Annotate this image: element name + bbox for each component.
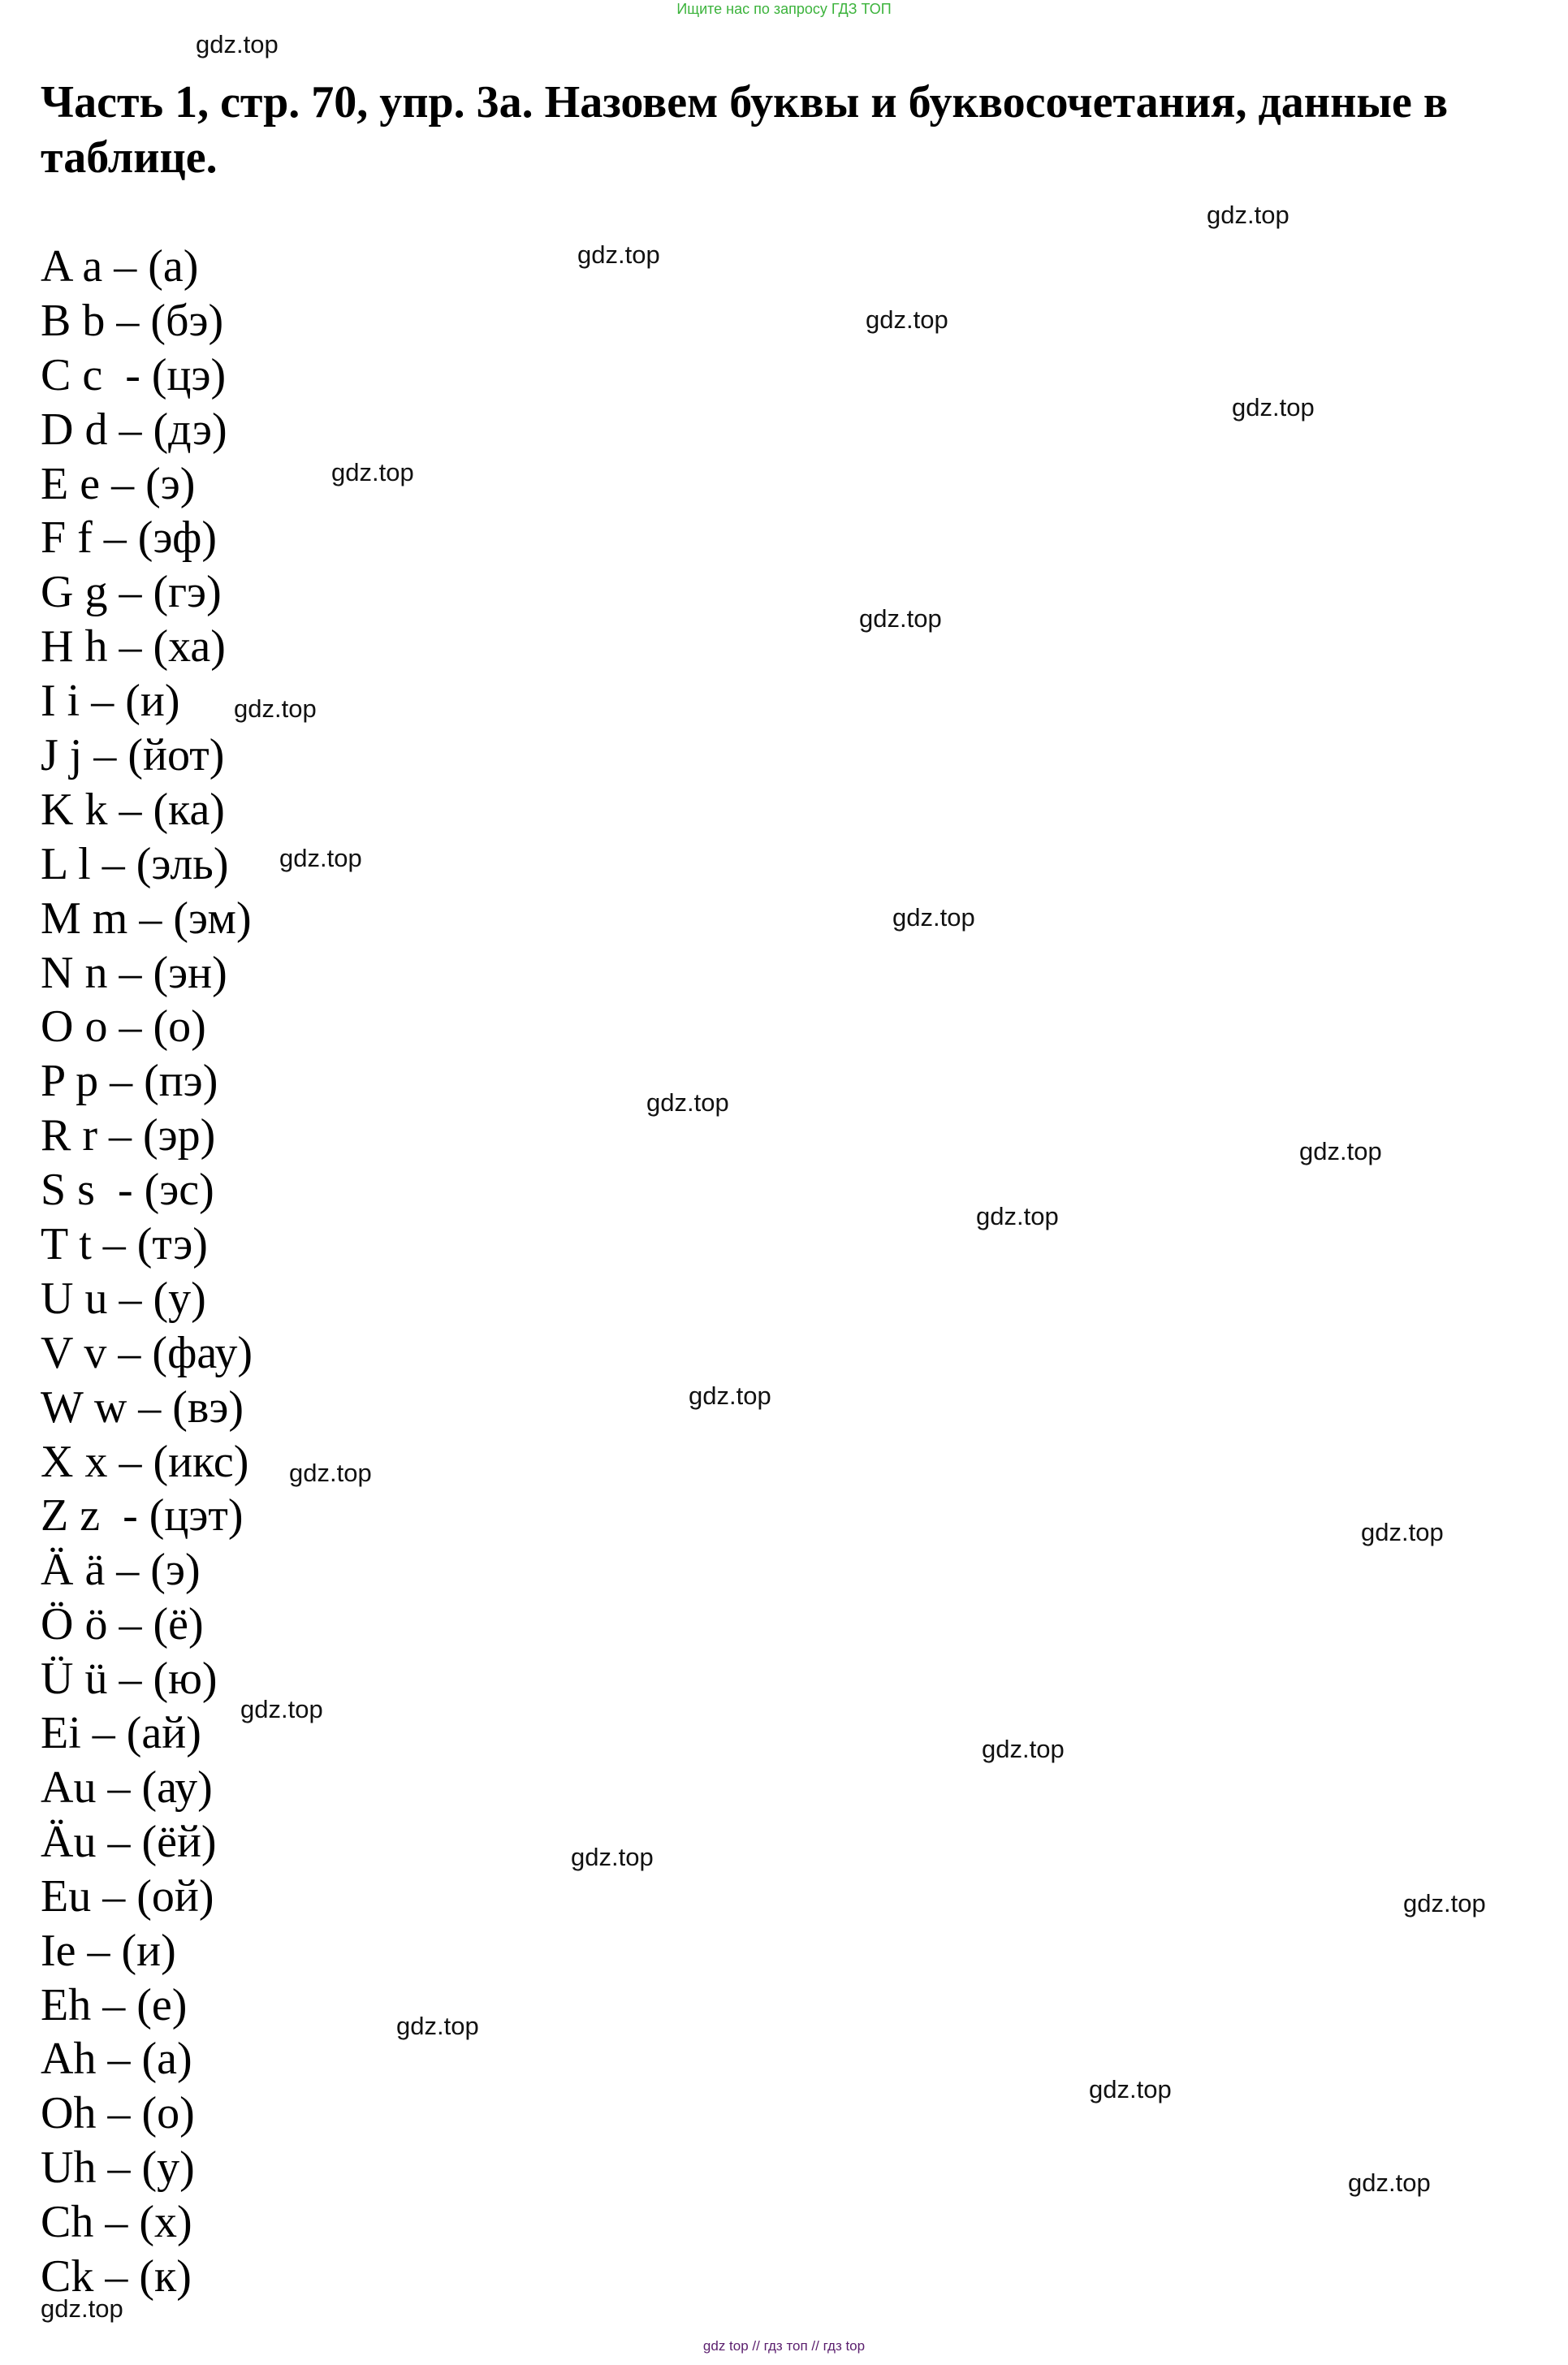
list-item: U u – (у) <box>41 1273 206 1324</box>
list-item: Eh – (е) <box>41 1979 188 2030</box>
watermark: gdz.top <box>396 2012 479 2040</box>
watermark: gdz.top <box>646 1088 729 1117</box>
watermark: gdz.top <box>1361 1518 1444 1546</box>
list-item: Äu – (ёй) <box>41 1816 217 1867</box>
list-item: T t – (тэ) <box>41 1219 208 1270</box>
list-item: B b – (бэ) <box>41 295 224 346</box>
list-item: M m – (эм) <box>41 893 252 944</box>
list-item: O o – (о) <box>41 1001 206 1053</box>
list-item: R r – (эр) <box>41 1110 216 1161</box>
list-item: F f – (эф) <box>41 512 218 564</box>
list-item: A a – (а) <box>41 241 199 292</box>
list-item: I i – (и) <box>41 676 180 727</box>
watermark: gdz.top <box>279 844 362 872</box>
list-item: P p – (пэ) <box>41 1056 218 1107</box>
top-banner: Ищите нас по запросу ГДЗ ТОП <box>676 1 892 17</box>
list-item: Ck – (к) <box>41 2250 192 2302</box>
watermark: gdz.top <box>234 694 317 723</box>
list-item: S s - (эс) <box>41 1165 214 1216</box>
page-title: Часть 1, стр. 70, упр. 3а. Назовем буквы и буквосочетания, данные в таблице. <box>41 77 1449 183</box>
list-item: Ö ö – (ё) <box>41 1599 204 1650</box>
list-item: J j – (йот) <box>41 730 225 781</box>
watermark: gdz.top <box>577 240 660 269</box>
list-item: Uh – (у) <box>41 2142 195 2194</box>
letter-list <box>41 240 253 2304</box>
watermark: gdz.top <box>240 1695 323 1723</box>
watermark: gdz.top <box>859 604 942 633</box>
watermark: gdz.top <box>982 1735 1065 1763</box>
list-item: V v – (фау) <box>41 1327 253 1378</box>
watermark: gdz.top <box>289 1459 372 1487</box>
watermark: gdz.top <box>892 903 975 932</box>
list-item: X x – (икс) <box>41 1436 249 1487</box>
watermark: gdz.top <box>41 2294 123 2323</box>
list-item: K k – (ка) <box>41 784 225 835</box>
list-item: D d – (дэ) <box>41 404 227 455</box>
watermark: gdz.top <box>1403 1889 1486 1918</box>
list-item: Ü ü – (ю) <box>41 1654 218 1705</box>
list-item: Oh – (о) <box>41 2088 195 2139</box>
list-item: W w – (вэ) <box>41 1381 244 1433</box>
watermark: gdz.top <box>196 30 279 58</box>
watermark: gdz.top <box>571 1843 654 1871</box>
watermark: gdz.top <box>689 1381 771 1410</box>
watermark: gdz.top <box>331 458 414 486</box>
list-item: Au – (ау) <box>41 1762 213 1813</box>
list-item: C c - (цэ) <box>41 349 227 400</box>
watermark: gdz.top <box>1299 1137 1382 1165</box>
list-item: L l – (эль) <box>41 838 229 889</box>
list-item: N n – (эн) <box>41 947 227 998</box>
list-item: H h – (ха) <box>41 621 226 672</box>
list-item: Ah – (а) <box>41 2034 192 2085</box>
watermark: gdz.top <box>866 305 948 334</box>
list-item: Ä ä – (э) <box>41 1545 201 1596</box>
footer-watermark: gdz top // гдз топ // гдз top <box>702 2338 866 2354</box>
list-item: Ei – (ай) <box>41 1708 201 1759</box>
watermark: gdz.top <box>1232 393 1315 422</box>
watermark: gdz.top <box>976 1202 1059 1230</box>
list-item: G g – (гэ) <box>41 567 222 618</box>
watermark: gdz.top <box>1089 2075 1172 2103</box>
list-item: Z z - (цэт) <box>41 1490 244 1541</box>
watermark: gdz.top <box>1348 2168 1431 2197</box>
list-item: Eu – (ой) <box>41 1870 214 1922</box>
list-item: Ch – (х) <box>41 2197 192 2248</box>
list-item: Ie – (и) <box>41 1925 176 1976</box>
watermark: gdz.top <box>1207 201 1289 229</box>
list-item: E e – (э) <box>41 458 196 509</box>
